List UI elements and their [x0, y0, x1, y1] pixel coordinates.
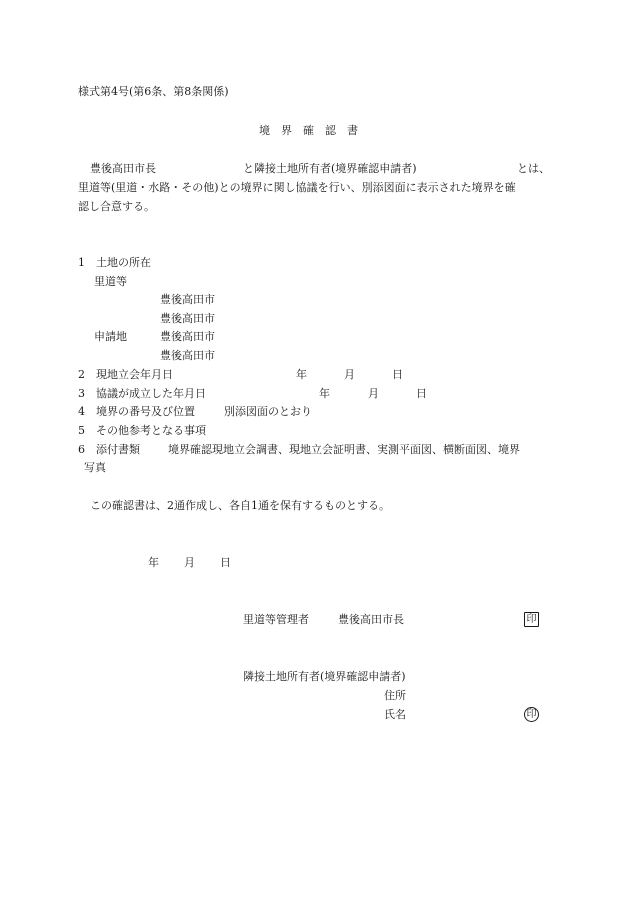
square-seal-mark: 印 [524, 612, 539, 627]
item-2-label: 2 現地立会年月日 [78, 368, 173, 381]
item-2-month: 月 [344, 368, 355, 381]
item-6-value: 境界確認現地立会調書、現地立会証明書、実測平面図、横断面図、境界 [168, 443, 520, 456]
item-6-continuation: 写真 [84, 461, 106, 474]
item-4-label: 4 境界の番号及び位置 [78, 405, 195, 418]
closing-day: 日 [220, 556, 231, 569]
applicant-label: 申請地 [94, 330, 127, 343]
item-4-value: 別添図面のとおり [224, 405, 312, 418]
closing-year: 年 [148, 556, 159, 569]
item-3-month: 月 [368, 387, 379, 400]
road-label: 里道等 [94, 275, 127, 288]
document-title: 境 界 確 認 書 [259, 124, 358, 137]
intro-neighbor: と隣接土地所有者(境界確認申請者) [243, 162, 417, 175]
intro-toha: とは、 [517, 162, 550, 175]
closing-month: 月 [184, 556, 195, 569]
item-5-label: 5 その他参考となる事項 [78, 424, 206, 437]
address-label: 住所 [384, 689, 406, 702]
applicant-location-2: 豊後高田市 [160, 349, 215, 362]
item-6-label: 6 添付書類 [78, 443, 140, 456]
item-3-label: 3 協議が成立した年月日 [78, 387, 206, 400]
neighbor-role: 隣接土地所有者(境界確認申請者) [243, 670, 406, 683]
name-label: 氏名 [384, 708, 406, 721]
road-location-2: 豊後高田市 [160, 312, 215, 325]
applicant-location-1: 豊後高田市 [160, 330, 215, 343]
item-2-day: 日 [392, 368, 403, 381]
manager-name: 豊後高田市長 [338, 613, 404, 626]
item-3-day: 日 [416, 387, 427, 400]
form-number: 様式第4号(第6条、第8条関係) [78, 85, 229, 98]
item-3-year: 年 [319, 387, 330, 400]
closing-statement: この確認書は、2通作成し、各自1通を保有するものとする。 [90, 499, 390, 512]
circle-seal-mark: 印 [524, 707, 539, 722]
intro-line-3: 認し合意する。 [78, 200, 155, 213]
intro-mayor: 豊後高田市長 [90, 162, 156, 175]
item-1-label: 1 土地の所在 [78, 256, 151, 269]
intro-line-2: 里道等(里道・水路・その他)との境界に関し協議を行い、別添図面に表示された境界を確 [78, 181, 516, 194]
manager-role: 里道等管理者 [243, 613, 309, 626]
road-location-1: 豊後高田市 [160, 293, 215, 306]
item-2-year: 年 [296, 368, 307, 381]
